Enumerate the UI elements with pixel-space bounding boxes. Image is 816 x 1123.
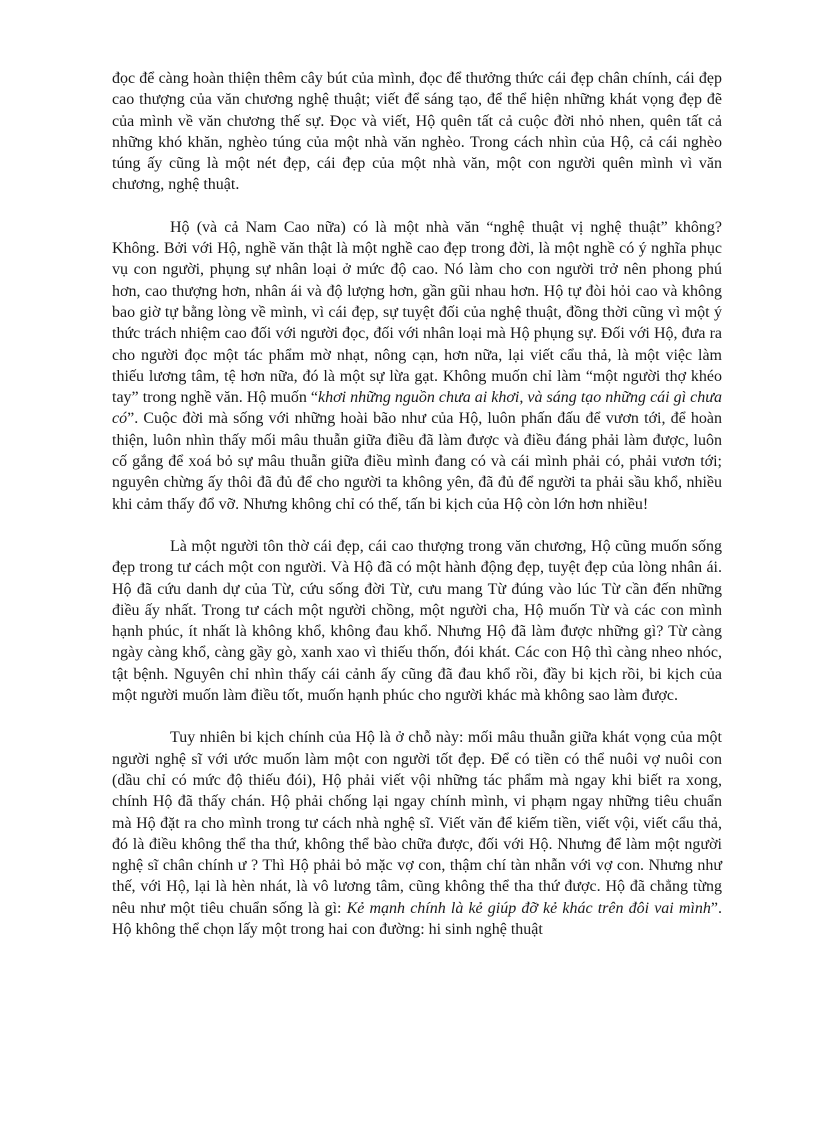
paragraph-2-quote: khơi những nguồn chưa ai khơi, và sáng tạo những cái gì chưa có [112,389,722,428]
paragraph-3 [112,536,722,706]
paragraph-2 [112,217,722,515]
paragraph-1 [112,68,722,196]
paragraph-2-text-a: Hộ (và cả Nam Cao nữa) có là một nhà văn “nghệ thuật vị nghệ thuật” không? Không. Bởi với Hộ, nghề văn thật là một nghề cao đẹp trong đời, là một nghề có ý nghĩa phục vụ con người, phụng sự nhân loại ở mức độ cao. Nó làm cho con người trở nên phong phú hơn, cao thượng hơn, nhân ái và độ lượng hơn, gần gũi nhau hơn. Hộ tự đòi hỏi cao và không bao giờ tự bằng lòng về mình, vì cái đẹp, sự tuyệt đối của nghệ thuật, đồng thời cũng vì một ý thức trách nhiệm cao đối với người đọc, đối với nhân loại mà Hộ phụng sự. Đối với Hộ, đưa ra cho người đọc một tác phẩm mờ nhạt, nông cạn, hơn nữa, lại viết cẩu thả, là một việc làm thiếu lương tâm, tệ hơn nữa, đó là một sự lừa gạt. Không muốn chỉ làm “một người thợ khéo tay” trong nghề văn. Hộ muốn “ [112,218,722,407]
document-page [112,68,722,940]
paragraph-4 [112,727,722,940]
paragraph-4-text-a: Tuy nhiên bi kịch chính của Hộ là ở chỗ này: mối mâu thuẫn giữa khát vọng của một người nghệ sĩ với ước muốn làm một con người tốt đẹp. Để có tiền có thể nuôi vợ nuôi con (dầu chỉ có mức độ thiếu đói), Hộ phải viết vội những tác phẩm mà ngay khi biết ra xong, chính Hộ đã thấy chán. Hộ phải chống lại ngay chính mình, vi phạm ngay những tiêu chuẩn mà Hộ đặt ra cho mình trong tư cách nhà nghệ sĩ. Viết văn để kiếm tiền, viết vội, viết cẩu thả, đó là điều không thể tha thứ, không thể bào chữa được, đối với Hộ. Nhưng để làm một người nghệ sĩ chân chính ư ? Thì Hộ phải bỏ mặc vợ con, thậm chí tàn nhẫn với vợ con. Nhưng như thế, với Hộ, lại là hèn nhát, là vô lương tâm, cũng không thể tha thứ được. Hộ đã chẳng từng nêu như một tiêu chuẩn sống là gì: [112,729,722,917]
paragraph-2-text-b: ”. Cuộc đời mà sống với những hoài bão như của Hộ, luôn phấn đấu để vươn tới, để hoàn thiện, luôn nhìn thấy mối mâu thuẫn giữa điều đã làm được và điều đáng phải làm được, luôn cố gắng để xoá bỏ sự mâu thuẫn giữa điều mình đang có và cái mình phải có, phải vươn tới; nguyên chừng ấy thôi đã đủ để cho người ta không yên, đã đủ để người ta phải sầu khổ, nhiều khi cảm thấy đổ vỡ. Nhưng không chỉ có thế, tấn bi kịch của Hộ còn lớn hơn nhiều! [112,410,722,513]
paragraph-3-text: Là một người tôn thờ cái đẹp, cái cao thượng trong văn chương, Hộ cũng muốn sống đẹp trong tư cách một con người. Và Hộ đã có một hành động đẹp, tuyệt đẹp của lòng nhân ái. Hộ đã cứu danh dự của Từ, cứu sống đời Từ, cưu mang Từ đúng vào lúc Từ cần đến những điều ấy nhất. Trong tư cách một người chồng, một người cha, Hộ muốn Từ và các con mình hạnh phúc, ít nhất là không khổ, không đau khổ. Nhưng Hộ đã làm được những gì? Từ càng ngày càng khổ, càng gầy gò, xanh xao vì thiếu thốn, đói khát. Các con Hộ thì càng nheo nhóc, tật bệnh. Nguyên chỉ nhìn thấy cái cảnh ấy cũng đã đau khổ rồi, đầy bi kịch rồi, bi kịch của một người muốn làm điều tốt, muốn hạnh phúc cho người khác mà không sao làm được. [112,537,722,705]
paragraph-4-quote: Kẻ mạnh chính là kẻ giúp đỡ kẻ khác trên đôi vai mình [346,899,711,917]
paragraph-1-text: đọc để càng hoàn thiện thêm cây bút của mình, đọc để thưởng thức cái đẹp chân chính, cái đẹp cao thượng của văn chương nghệ thuật; viết để sáng tạo, để thể hiện những khát vọng đẹp đẽ của mình về văn chương thế sự. Đọc và viết, Hộ quên tất cả cuộc đời nhỏ nhen, quên tất cả những khó khăn, nghèo túng của một nhà văn nghèo. Trong cách nhìn của Hộ, cả cái nghèo túng ấy cũng là một nét đẹp, cái đẹp của một nhà văn, một con người quên mình vì văn chương, nghệ thuật. [112,70,722,194]
paragraph-4-text-b: ”. Hộ không thể chọn lấy một trong hai con đường: hi sinh nghệ thuật [112,899,722,938]
